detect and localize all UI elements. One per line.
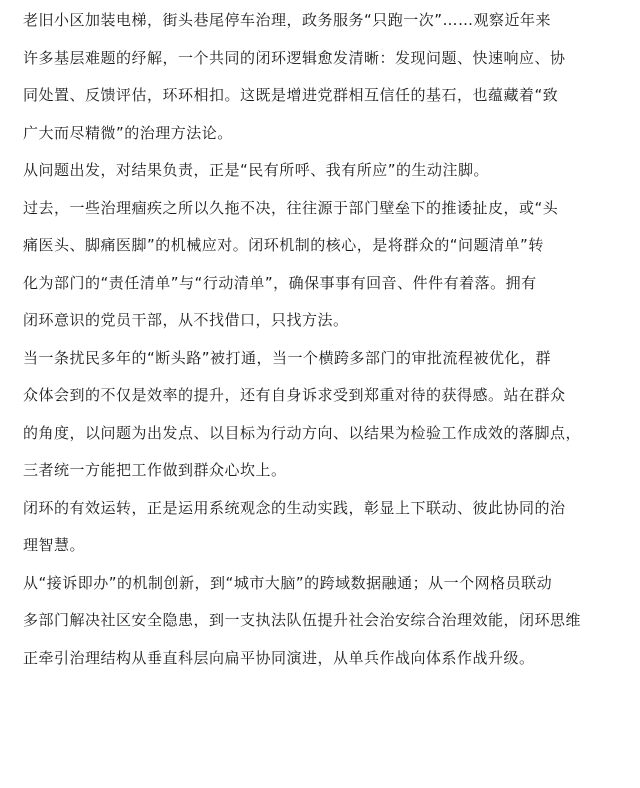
text-line: 许多基层难题的纾解，一个共同的闭环逻辑愈发清晰：发现问题、快速响应、协 (23, 48, 566, 67)
paragraph-4 (23, 340, 633, 490)
text-line: 理智慧。 (23, 536, 86, 554)
text-line: 过去，一些治理痼疾之所以久拖不决，往往源于部门壁垒下的推诿扯皮，或“头 (23, 198, 559, 217)
text-line: 众体会到的不仅是效率的提升，还有自身诉求受到郑重对待的获得感。站在群众 (23, 386, 566, 404)
text-line: 闭环的有效运转，正是运用系统观念的生动实践，彰显上下联动、彼此协同的治 (23, 498, 566, 517)
text-line: 从问题出发，对结果负责，正是“民有所呼、我有所应”的生动注脚。 (23, 161, 490, 179)
text-line: 正牵引治理结构从垂直科层向扁平协同演进，从单兵作战向体系作战升级。 (23, 648, 535, 667)
text-line: 痛医头、脚痛医脚”的机械应对。闭环机制的核心，是将群众的“问题清单”转 (23, 236, 544, 254)
paragraph-3 (23, 190, 633, 340)
text-line: 的角度，以问题为出发点、以目标为行动方向、以结果为检验工作成效的落脚点， (23, 423, 582, 442)
text-line: 老旧小区加装电梯，街头巷尾停车治理，政务服务“只跑一次”……观察近年来 (23, 11, 552, 29)
text-line: 化为部门的“责任清单”与“行动清单”，确保事事有回音、件件有着落。拥有 (23, 273, 537, 292)
paragraph-2 (23, 152, 633, 190)
text-line: 从“接诉即办”的机制创新，到“城市大脑”的跨域数据融通；从一个网格员联动 (23, 573, 553, 592)
text-line: 广大而尽精微”的治理方法论。 (23, 123, 233, 142)
text-line: 三者统一方能把工作做到群众心坎上。 (23, 461, 287, 479)
paragraph-1 (23, 2, 633, 152)
paragraph-5 (23, 490, 633, 565)
text-line: 闭环意识的党员干部，从不找借口，只找方法。 (23, 311, 349, 329)
paragraph-6 (23, 565, 633, 678)
text-line: 同处置、反馈评估，环环相扣。这既是增进党群相互信任的基石，也蕴藏着“致 (23, 86, 559, 104)
text-line: 当一条扰民多年的“断头路”被打通，当一个横跨多部门的审批流程被优化，群 (23, 348, 552, 367)
text-line: 多部门解决社区安全隐患，到一支执法队伍提升社会治安综合治理效能，闭环思维 (23, 611, 582, 629)
